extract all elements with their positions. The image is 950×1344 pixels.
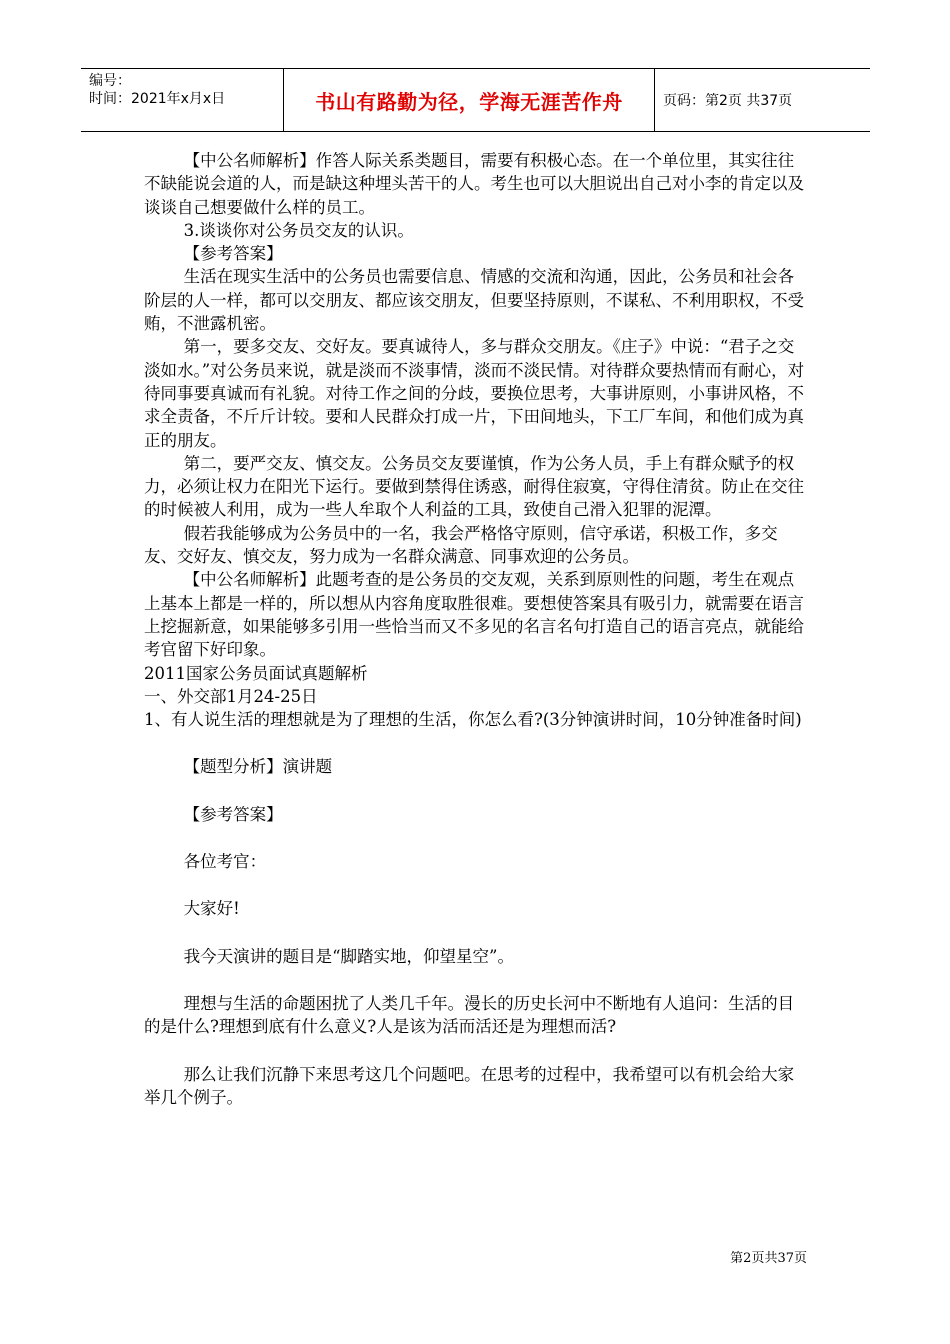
speech-greeting: 各位考官： — [183, 852, 267, 872]
paragraph: 生活在现实生活中的公务员也需要信息、情感的交流和沟通，因此，公务员和社会各阶层的人一样，都可以交朋友、都应该交朋友，但要坚持原则，不谋私、不利用职权，不受贿，不泄露机密。 — [144, 267, 804, 334]
speech-paragraph: 那么让我们沉静下来思考这几个问题吧。在思考的过程中，我希望可以有机会给大家举几个例子。 — [144, 1064, 795, 1107]
speech-paragraph: 我今天演讲的题目是“脚踏实地，仰望星空”。 — [183, 946, 514, 966]
speech-paragraph: 理想与生活的命题困扰了人类几千年。漫长的历史长河中不断地有人追问：生活的目的是什么?理想到底有什么意义?人是该为活而活还是为理想而活? — [144, 993, 795, 1037]
document-body — [144, 149, 809, 1109]
paragraph: 第二，要严交友、慎交友。公务员交友要谨慎，作为公务人员，手上有群众赋予的权力，必须让权力在阳光下运行。要做到禁得住诱惑，耐得住寂寞，守得住清贫。防止在交往的时候被人利用，成为一些人牟取个人利益的工具，致使自己滑入犯罪的泥潭。 — [144, 453, 804, 520]
section-title: 2011国家公务员面试真题解析 — [144, 663, 368, 683]
paragraph: 第一，要多交友、交好友。要真诚待人，多与群众交朋友。《庄子》中说：“君子之交淡如水。”对公务员来说，就是淡而不淡事情，淡而不淡民情。对待群众要热情而有耐心，对待同事要真诚而有礼貌。对待工作之间的分歧，要换位思考，大事讲原则，小事讲风格，不求全责备，不斤斤计较。要和人民群众打成一片，下田间地头，下工厂车间，和他们成为真正的朋友。 — [144, 337, 805, 450]
speech-greeting: 大家好! — [183, 899, 240, 919]
header-meta — [81, 69, 283, 131]
time-label: 时间：2021年x月x日 — [89, 91, 226, 107]
section-subtitle: 一、外交部1月24-25日 — [144, 686, 318, 706]
answer-label: 【参考答案】 — [183, 804, 283, 824]
question-heading: 1、有人说生活的理想就是为了理想的生活，你怎么看?(3分钟演讲时间，10分钟准备时间) — [144, 710, 802, 730]
header-motto: 书山有路勤为径，学海无涯苦作舟 — [283, 69, 655, 131]
header-page-label: 页码：第2页 共37页 — [663, 93, 793, 109]
question-heading: 3.谈谈你对公务员交友的认识。 — [183, 220, 414, 240]
paragraph: 假若我能够成为公务员中的一名，我会严格恪守原则，信守承诺，积极工作，多交友、交好友、慎交友，努力成为一名群众满意、同事欢迎的公务员。 — [144, 523, 778, 567]
paragraph: 【中公名师解析】作答人际关系类题目，需要有积极心态。在一个单位里，其实往往不缺能说会道的人，而是缺这种埋头苦干的人。考生也可以大胆说出自己对小李的肯定以及谈谈自己想要做什么样的员工。 — [144, 151, 804, 217]
question-type-label: 【题型分析】演讲题 — [183, 757, 333, 777]
code-label: 编号： — [89, 73, 131, 89]
page-header — [81, 68, 870, 132]
page-footer: 第2页共37页 — [730, 1251, 807, 1266]
answer-label: 【参考答案】 — [183, 244, 283, 264]
paragraph: 【中公名师解析】此题考查的是公务员的交友观，关系到原则性的问题，考生在观点上基本上都是一样的，所以想从内容角度取胜很难。要想使答案具有吸引力，就需要在语言上挖掘新意，如果能够多引用一些恰当而又不多见的名言名句打造自己的语言亮点，就能给考官留下好印象。 — [144, 570, 804, 660]
